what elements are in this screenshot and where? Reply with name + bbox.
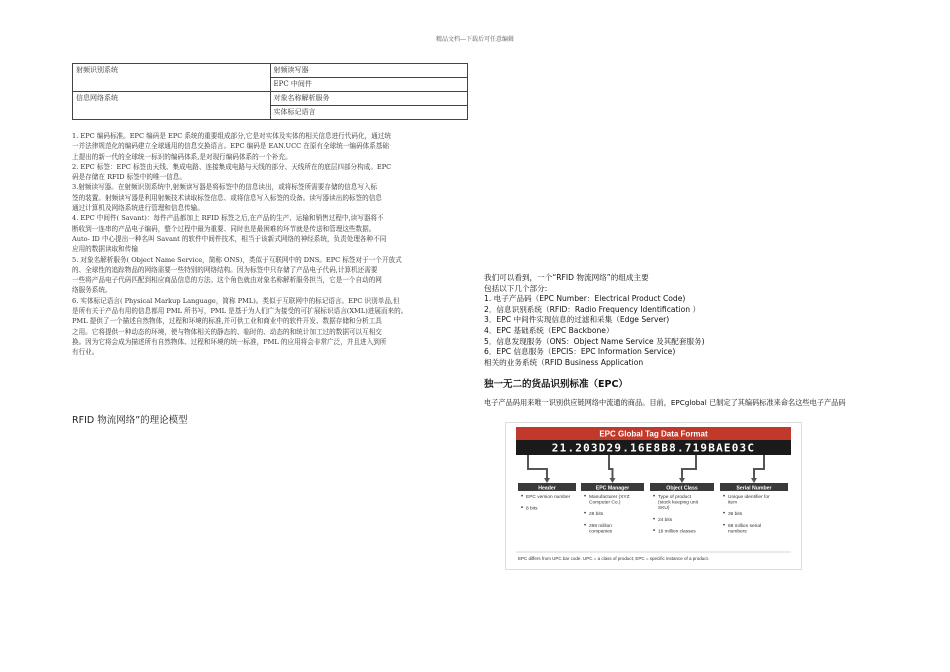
paragraph-line: 4. EPC 中间件( Savant)：每件产品都加上 RFID 标签之后,在产品的生产、运输和销售过程中,读写器将不	[72, 214, 384, 223]
column-item: 36 bits	[728, 512, 743, 518]
paragraph-line: 换。因为它将会成为描述所有自然物体、过程和环境的统一标准，PML 的应用将会非常广泛，并且进入到所	[72, 337, 387, 346]
table-row	[73, 92, 468, 106]
paragraph-line: Auto- ID 中心提出一种名叫 Savant 的软件中间件技术，相当于该新式网络的神经系统，负责处理各种不同	[72, 234, 387, 243]
paragraph-line: 上提出的新一代的全球统一标识的编码体系,是对现行编码体系的一个补充。	[72, 152, 292, 161]
paragraph-line: 6. 实体标记语言( Physical Markup Language，简称 PML)。类似于互联网中的标记语言。EPC 识别单品,但	[72, 296, 400, 305]
table-row	[73, 78, 468, 92]
bullet-dot: •	[584, 522, 587, 529]
table-row	[73, 64, 468, 78]
column-item: Type of product (stock keeping unit SKU)	[658, 495, 698, 512]
table-cell: 实体标记语言	[270, 106, 468, 120]
list-item: 2．信息识别系统（RFID：Radio Frequency Identification ）	[484, 304, 701, 314]
column-item: 24 bits	[658, 517, 673, 523]
column-header: Serial Number	[736, 485, 772, 492]
column-item: 16 million classes	[658, 529, 696, 535]
bullet-dot: •	[584, 494, 587, 500]
paragraph-line: 通过计算机及网络系统进行管理和信息传输。	[72, 204, 204, 213]
paragraph-line: 一些将产品电子代码匹配到相应商品信息的方法。这个角色就由对象名称解析服务担当，它是一个自动的网	[72, 276, 382, 285]
paragraph-line: 应用的数据读取和传输	[72, 245, 138, 254]
bullet-dot: •	[653, 516, 656, 523]
bullet-dot: •	[521, 505, 524, 512]
column-item: 68 million serial numbers	[728, 523, 762, 535]
column-item: Manufacturer (XYZ Computer Co.)	[589, 495, 630, 506]
arrow-head	[679, 478, 685, 483]
table-cell: 信息网络系统	[73, 92, 271, 106]
arrow-head	[751, 478, 757, 483]
right-components-list	[484, 273, 884, 368]
epc-format-diagram	[506, 423, 801, 569]
paragraph-line: 码是存储在 RFID 标签中的唯一信息。	[72, 173, 186, 182]
connector-arrow	[609, 455, 613, 479]
table-cell	[73, 106, 271, 120]
connector-arrow	[682, 455, 696, 479]
components-table	[72, 63, 468, 120]
column-header: EPC Manager	[595, 485, 630, 492]
figure-footnote: EPC differs from UPC bar code. UPC = a class of product; EPC = specific instance of a product.	[518, 556, 710, 561]
right-section-heading: 独一无二的货品识别标准（EPC）	[484, 379, 628, 390]
table-cell: 对象名称解析服务	[270, 92, 468, 106]
list-item: 相关的业务系统（RFID Business Application	[484, 357, 644, 367]
column-item: EPC version number	[526, 495, 571, 500]
column-header: Header	[538, 485, 556, 492]
bullet-dot: •	[653, 494, 656, 500]
arrow-head	[544, 478, 550, 483]
figure-title: EPC Global Tag Data Format	[599, 429, 708, 439]
list-item: 5．信息发现服务（ONS：Object Name Service 及其配套服务)	[484, 336, 705, 346]
bullet-dot: •	[723, 522, 726, 529]
column-item: 8 bits	[526, 506, 538, 512]
paragraph-line: PML 提供了一个描述自然物体，过程和环境的标准,并可供工业和商业中的软件开发、数据存储和分析工具	[72, 317, 382, 326]
list-item: 3．EPC 中间件实现信息的过滤和采集（Edge Server)	[484, 315, 670, 325]
paragraph-line: 是所有关于产品有用的信息都用 PML 所书写，PML 是基于为人们广为接受的可扩展标识语言(XML)进展而来的。	[72, 307, 408, 316]
left-text-body	[72, 131, 468, 358]
paragraph-line: 1. EPC 编码标准。EPC 编码是 EPC 系统的重要组成部分,它是对实体及实体的相关信息进行代码化，通过统	[72, 132, 391, 140]
paragraph-line: 3.射频读写器。在射频识别系统中,射频读写器是将标签中的信息读出，或将标签所需要存储的信息写入标	[72, 183, 378, 192]
paragraph-line: 的、全球性的追踪物品的网络需要一些特别的网络结构。因为标签中只存储了产品电子代码,计算机还需要	[72, 265, 378, 274]
connector-arrow	[754, 455, 764, 479]
list-item: 包括以下几个部分:	[484, 283, 548, 293]
column-item: 268 million companies	[589, 523, 613, 535]
bullet-dot: •	[723, 511, 726, 518]
bullet-dot: •	[653, 528, 656, 535]
left-section-heading: RFID 物流网络”的理论模型	[72, 415, 188, 426]
table-cell: 射频读写器	[270, 64, 468, 78]
connector-arrow	[528, 455, 547, 479]
bullet-dot: •	[584, 511, 587, 518]
list-item: 1. 电子产品码（EPC Number：Electrical Product Code)	[484, 294, 686, 304]
paragraph-line: 5. 对象名解析服务( Object Name Service，简称 ONS)，类似于互联网中的 DNS。EPC 标签对于一个开放式	[72, 255, 402, 264]
paragraph-line: 一并法律规范化的编码建立全球通用的信息交换语言。EPC 编码是 EAN.UCC 在原有全球统一编码体系基础	[72, 142, 389, 151]
page-header-note: 精品文档---下载后可任意编辑	[435, 36, 515, 43]
column-item: Unique identifier for item	[728, 495, 770, 506]
bullet-dot: •	[723, 494, 726, 500]
paragraph-line: 断收到一连串的产品电子编码，整个过程中最为重要、同时也是最困难的环节就是传送和管理这些数据。	[72, 224, 376, 233]
bullet-dot: •	[521, 494, 524, 500]
epc-code-text: 21.203D29.16E8B8.719BAE03C	[551, 441, 756, 455]
column-item: 28 bits	[589, 512, 604, 518]
table-cell	[73, 78, 271, 92]
list-item: 6．EPC 信息服务（EPCIS：EPC Information Service)	[484, 347, 676, 357]
paragraph-line: 2. EPC 标签：EPC 标签由天线、集成电路、连接集成电路与天线的部分、天线所在的底层四部分构成。EPC	[72, 162, 392, 171]
right-paragraph: 电子产品码用来唯一识别供应链网络中流通的商品。目前，EPCglobal 已制定了其编码标准来命名这些电子产品码	[484, 398, 846, 407]
paragraph-line: 之用。它将提供一种动态的环境，使与物体相关的静态的、临时的、动态的和统计加工过的数据可以互相交	[72, 327, 382, 336]
arrow-head	[610, 478, 616, 483]
list-item: 4．EPC 基础系统（EPC Backbone）	[484, 325, 614, 335]
list-item: 我们可以看到，一个“RFID 物流网络”的组成主要	[484, 273, 649, 282]
column-header: Object Class	[666, 485, 698, 492]
paragraph-line: 有行业。	[72, 348, 99, 357]
table-row	[73, 106, 468, 120]
paragraph-line: 签的装置。射频读写器是利用射频技术读取标签信息、或将信息写入标签的设备。读写器读出的标签的信息	[72, 193, 382, 202]
paragraph-line: 络服务系统。	[72, 286, 112, 295]
table-cell: 射频识别系统	[73, 64, 271, 78]
table-cell: EPC 中间件	[270, 78, 468, 92]
epc-format-figure	[505, 422, 802, 570]
